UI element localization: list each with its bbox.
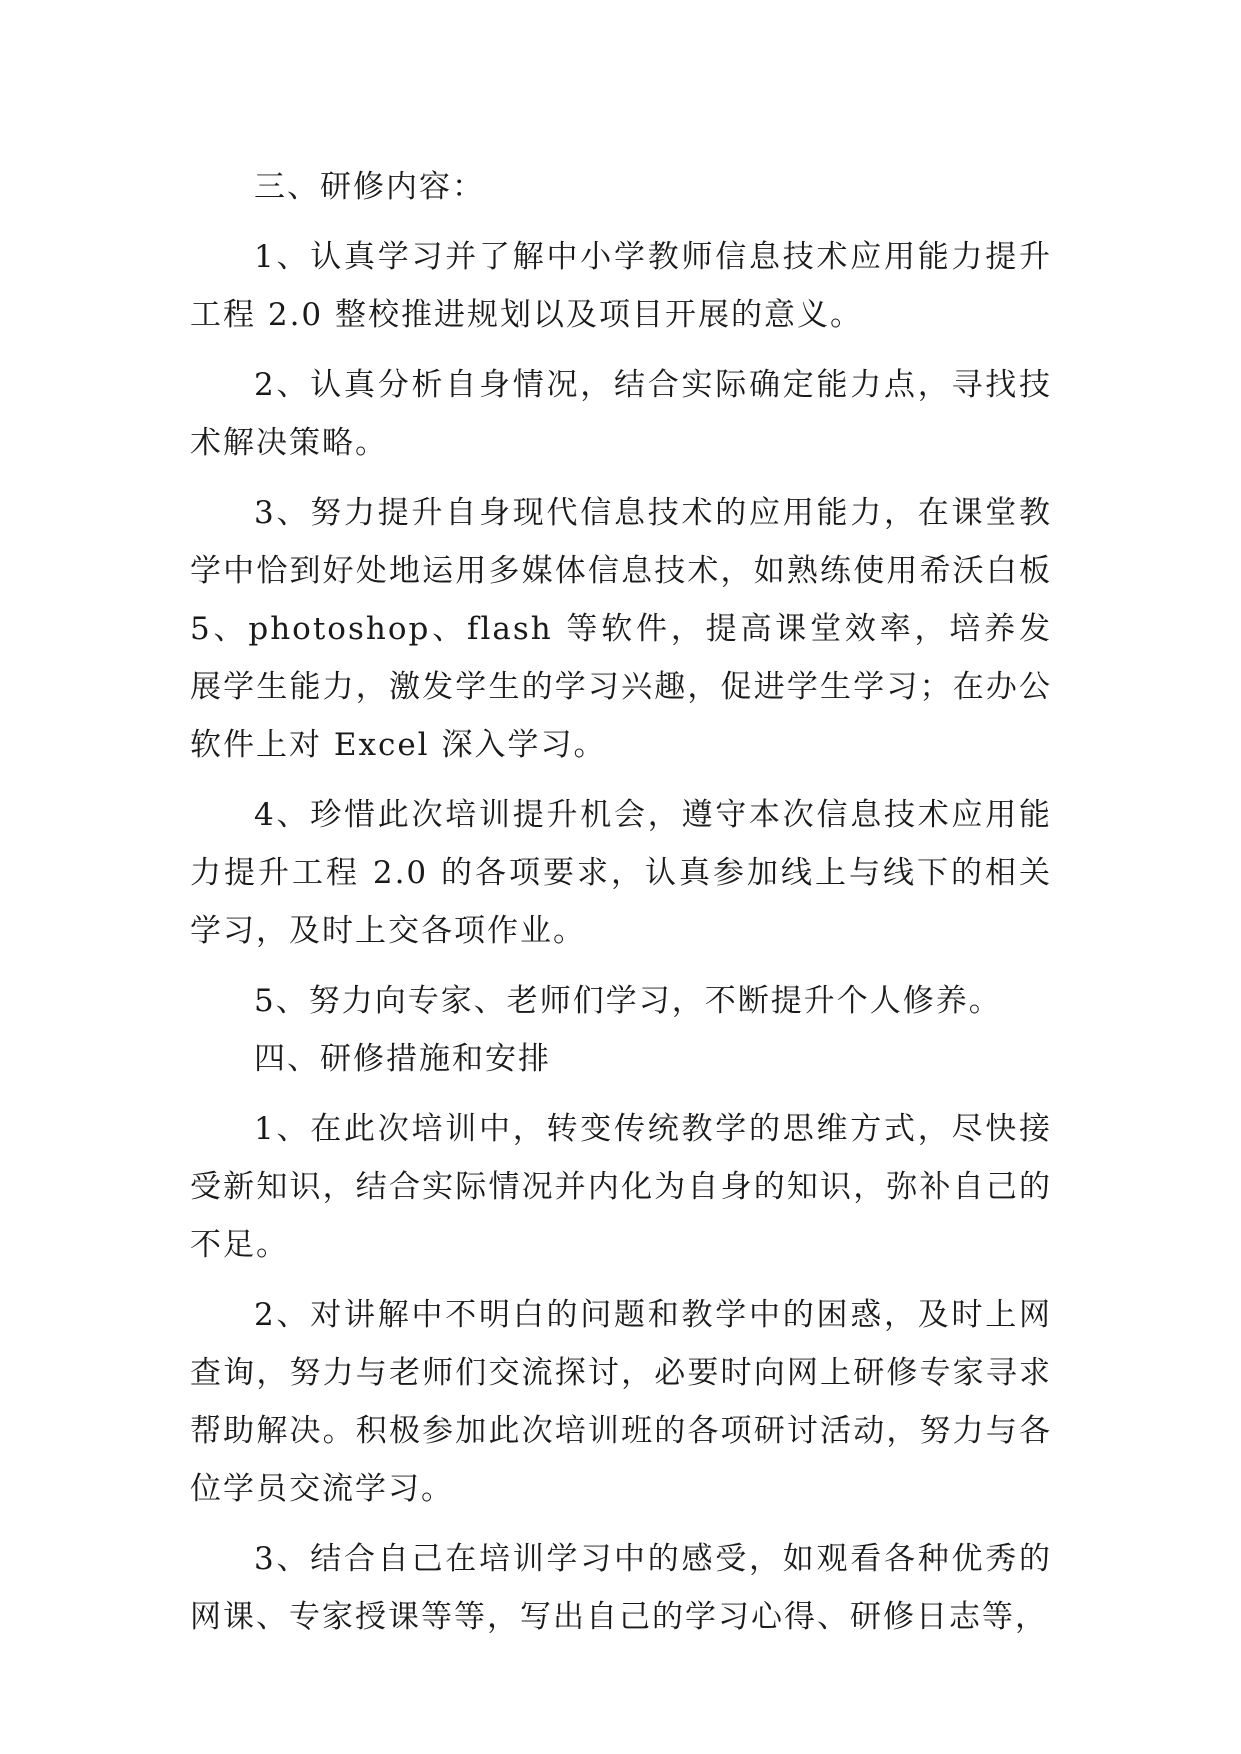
paragraph-measure-2: 2、对讲解中不明白的问题和教学中的困惑，及时上网查询，努力与老师们交流探讨，必要时向网上研修专家寻求帮助解决。积极参加此次培训班的各项研讨活动，努力与各位学员交流学习。 (190, 1297, 1052, 1507)
paragraph-item-1: 1、认真学习并了解中小学教师信息技术应用能力提升工程 2.0 整校推进规划以及项目开展的意义。 (190, 239, 1052, 333)
document-body (190, 158, 1052, 1646)
paragraph-item-3: 3、努力提升自身现代信息技术的应用能力，在课堂教学中恰到好处地运用多媒体信息技术，如熟练使用希沃白板 5、photoshop、flash 等软件，提高课堂效率，培养发展学生能力，激发学生的学习兴趣，促进学生学习；在办公软件上对 Excel 深入学习。 (190, 495, 1052, 763)
paragraph-item-4: 4、珍惜此次培训提升机会，遵守本次信息技术应用能力提升工程 2.0 的各项要求，认真参加线上与线下的相关学习，及时上交各项作业。 (190, 797, 1052, 949)
paragraph-measure-1: 1、在此次培训中，转变传统教学的思维方式，尽快接受新知识，结合实际情况并内化为自身的知识，弥补自己的不足。 (190, 1111, 1052, 1263)
section-heading-research-content: 三、研修内容： (254, 169, 485, 205)
paragraph-measure-3: 3、结合自己在培训学习中的感受，如观看各种优秀的网课、专家授课等等，写出自己的学习心得、研修日志等， (190, 1541, 1052, 1635)
paragraph-item-2: 2、认真分析自身情况，结合实际确定能力点，寻找技术解决策略。 (190, 367, 1052, 461)
paragraph-item-5: 5、努力向专家、老师们学习，不断提升个人修养。 (254, 983, 1002, 1019)
section-heading-measures: 四、研修措施和安排 (254, 1041, 551, 1077)
